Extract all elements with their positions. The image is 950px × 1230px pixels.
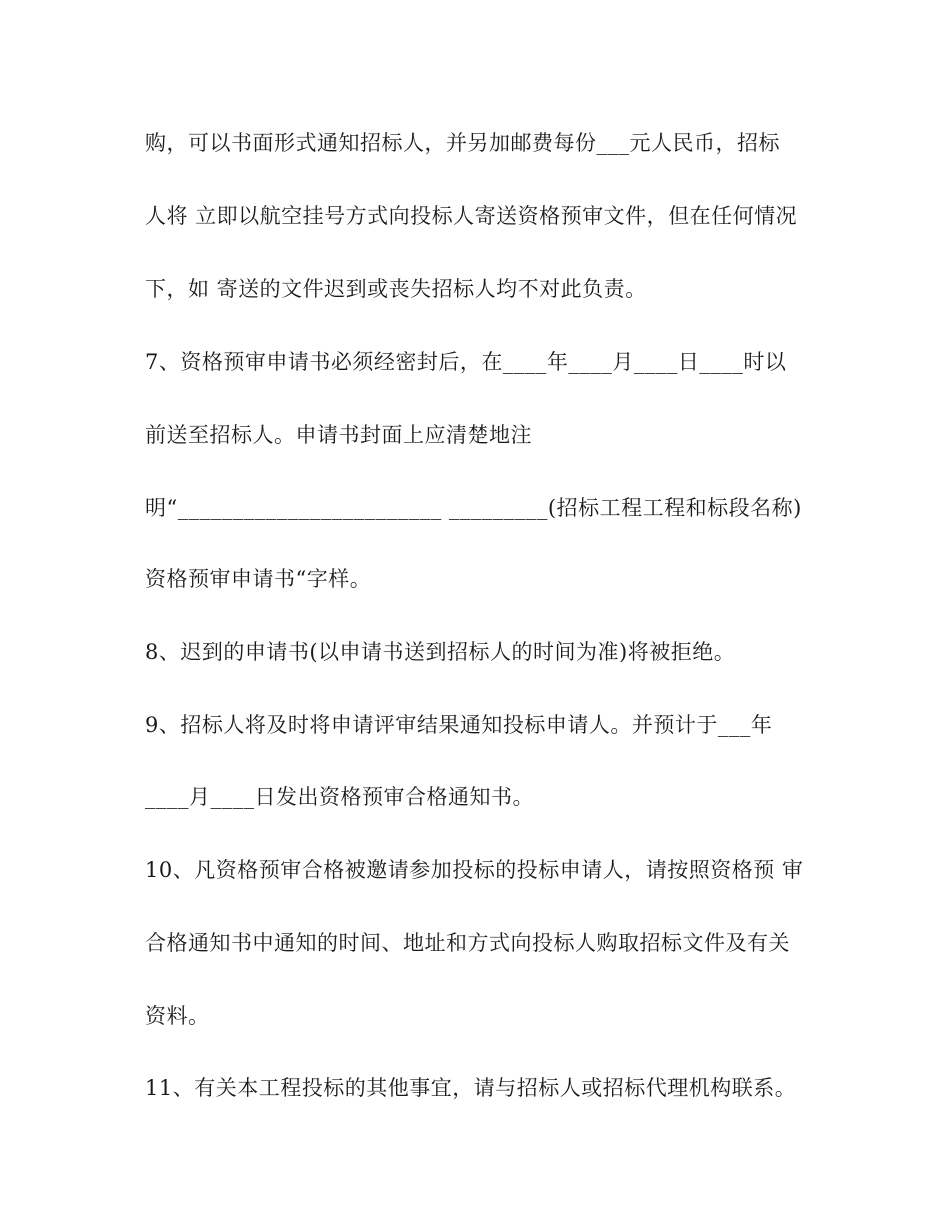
- text-line: 7、资格预审申请书必须经密封后，在____年____月____日____时以: [145, 350, 787, 374]
- text-line: 资料。: [145, 1004, 210, 1028]
- text-line: 8、迟到的申请书(以申请书送到招标人的时间为准)将被拒绝。: [145, 640, 736, 664]
- text-line: 10、凡资格预审合格被邀请参加投标的投标申请人，请按照资格预 审: [145, 858, 804, 882]
- text-line: ____月____日发出资格预审合格通知书。: [145, 785, 534, 809]
- text-line: 资格预审申请书“字样。: [145, 567, 372, 591]
- text-line: 明“________________________ _________(招标工程工程和标段名称): [145, 496, 802, 520]
- text-line: 购，可以书面形式通知招标人，并另加邮费每份___元人民币，招标: [145, 131, 780, 155]
- text-line: 前送至招标人。申请书封面上应清楚地注: [145, 423, 532, 447]
- text-line: 9、招标人将及时将申请评审结果通知投标申请人。并预计于___年: [145, 713, 773, 737]
- text-line: 11、有关本工程投标的其他事宜，请与招标人或招标代理机构联系。: [145, 1076, 797, 1100]
- text-line: 合格通知书中通知的时间、地址和方式向投标人购取招标文件及有关: [145, 931, 790, 955]
- text-line: 人将 立即以航空挂号方式向投标人寄送资格预审文件，但在任何情况: [145, 204, 798, 228]
- text-line: 下，如 寄送的文件迟到或丧失招标人均不对此负责。: [145, 277, 647, 301]
